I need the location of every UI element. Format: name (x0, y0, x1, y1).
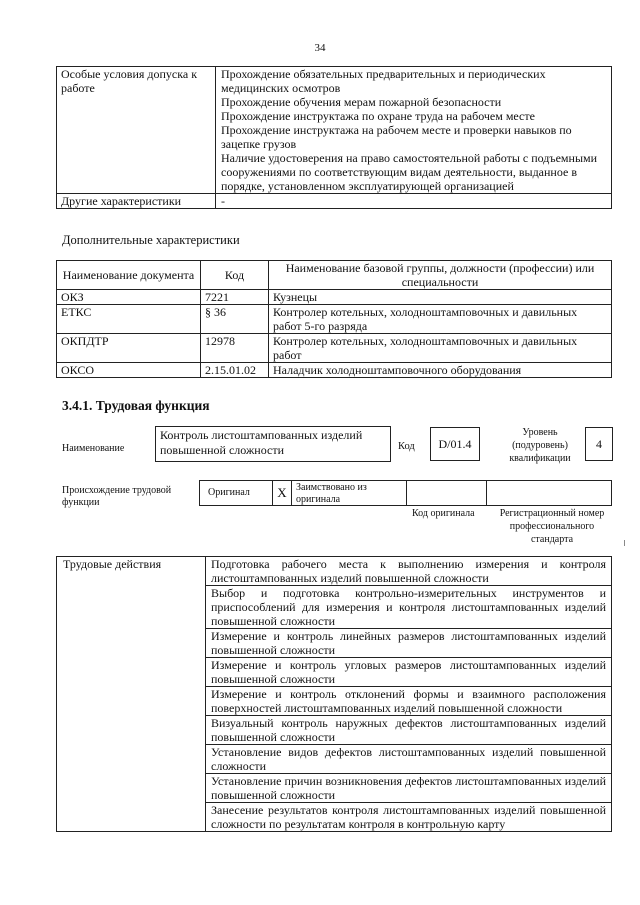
code-cell: § 36 (201, 305, 269, 334)
work-actions-label: Трудовые действия (57, 557, 206, 832)
reg-number-cell (486, 480, 612, 506)
borrowed-label: Заимствовано из оригинала (291, 480, 407, 506)
function-origin-label: Происхождение трудовой функции (62, 485, 172, 508)
code-original-cell (406, 480, 487, 506)
list-item: Прохождение инструктажа по охране труда на рабочем месте (221, 109, 535, 123)
code-cell: 12978 (201, 334, 269, 363)
doc-cell: ОКСО (57, 363, 201, 378)
list-item: Занесение результатов контроля листоштампованных изделий повышенной сложности по результатам контроля в контрольную карту (206, 803, 612, 832)
column-header: Наименование документа (57, 261, 201, 290)
conditions-table (56, 66, 612, 209)
function-name-value: Контроль листоштампованных изделий повышенной сложности (155, 426, 391, 462)
function-heading: 3.4.1. Трудовая функция (62, 398, 210, 413)
list-item: Прохождение инструктажа на рабочем месте и проверки навыков по зацепке грузов (221, 123, 572, 151)
function-code-value: D/01.4 (430, 427, 480, 461)
list-item: Выбор и подготовка контрольно-измерительных инструментов и приспособлений для измерения и контроля листоштампованных изделий повышенной сложности (206, 586, 612, 629)
margin-mark (624, 540, 625, 546)
other-characteristics-label: Другие характеристики (57, 194, 216, 209)
doc-cell: ЕТКС (57, 305, 201, 334)
table-row (57, 334, 612, 363)
list-item: Измерение и контроль линейных размеров листоштампованных изделий повышенной сложности (206, 629, 612, 658)
list-item: Установление видов дефектов листоштампованных изделий повышенной сложности (206, 745, 612, 774)
name-cell: Наладчик холодноштамповочного оборудования (269, 363, 612, 378)
code-original-caption: Код оригинала (412, 508, 475, 519)
list-item: Подготовка рабочего места к выполнению измерения и контроля листоштампованных изделий повышенной сложности (206, 557, 612, 586)
table-row (57, 194, 612, 209)
list-item: Прохождение обязательных предварительных и периодических медицинских осмотров (221, 67, 546, 95)
page-number: 34 (314, 42, 326, 54)
list-item: Измерение и контроль угловых размеров листоштампованных изделий повышенной сложности (206, 658, 612, 687)
column-header: Наименование базовой группы, должности (профессии) или специальности (269, 261, 612, 290)
work-actions-table (56, 556, 612, 832)
table-row (57, 363, 612, 378)
original-mark: X (272, 480, 292, 506)
table-row (57, 305, 612, 334)
reg-number-caption: Регистрационный номер профессионального стандарта (499, 508, 605, 545)
original-label: Оригинал (199, 480, 273, 506)
function-code-label: Код (398, 441, 415, 452)
code-cell: 7221 (201, 290, 269, 305)
column-header: Код (201, 261, 269, 290)
qualification-level-label: Уровень (подуровень) квалификации (509, 427, 571, 464)
special-conditions-label: Особые условия допуска к работе (57, 67, 216, 194)
name-cell: Контролер котельных, холодноштамповочных и давильных работ 5-го разряда (269, 305, 612, 334)
name-cell: Контролер котельных, холодноштамповочных и давильных работ (269, 334, 612, 363)
table-row (57, 67, 612, 194)
code-cell: 2.15.01.02 (201, 363, 269, 378)
table-row (57, 290, 612, 305)
function-name-label: Наименование (62, 443, 125, 454)
qualification-level-value: 4 (585, 427, 613, 461)
name-cell: Кузнецы (269, 290, 612, 305)
list-item: Прохождение обучения мерам пожарной безопасности (221, 95, 502, 109)
additional-characteristics-caption: Дополнительные характеристики (62, 233, 240, 247)
list-item: Установление причин возникновения дефектов листоштампованных изделий повышенной сложности (206, 774, 612, 803)
doc-cell: ОКПДТР (57, 334, 201, 363)
additional-characteristics-table (56, 260, 612, 378)
table-row (57, 557, 612, 586)
other-characteristics-value: - (216, 194, 612, 209)
list-item: Измерение и контроль отклонений формы и взаимного расположения поверхностей листоштампованных изделий повышенной сложности (206, 687, 612, 716)
special-conditions-list (216, 67, 612, 194)
table-header-row (57, 261, 612, 290)
list-item: Визуальный контроль наружных дефектов листоштампованных изделий повышенной сложности (206, 716, 612, 745)
doc-cell: ОКЗ (57, 290, 201, 305)
list-item: Наличие удостоверения на право самостоятельной работы с подъемными сооружениями по соответствующим видам деятельности, выданное в порядке, установленном эксплуатирующей организацией (221, 151, 598, 193)
